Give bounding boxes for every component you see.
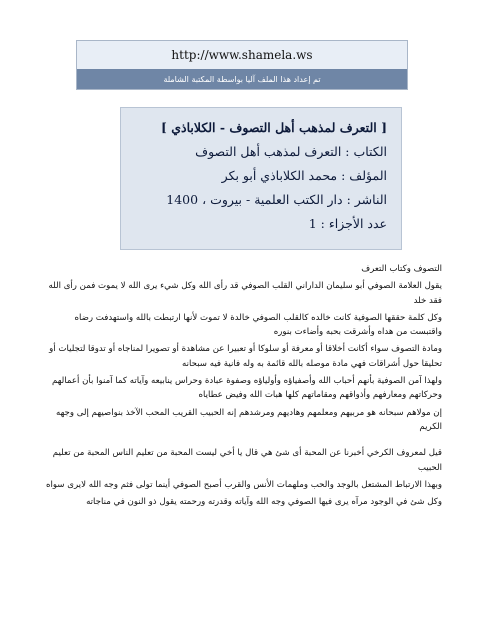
book-info-card xyxy=(120,107,402,250)
book-parts-count: عدد الأجزاء : 1 xyxy=(308,216,387,231)
paragraph: قيل لمعروف الكرخي أخبرنا عن المحبة أى شئ هي قال يا أخي ليست المحبة من تعليم الناس المحبة من تعليم الحبيب xyxy=(52,448,442,473)
section-heading: التصوف وكتاب التعرف xyxy=(361,264,442,274)
book-title-heading: [ التعرف لمذهب أهل التصوف - الكلاباذي ] xyxy=(160,120,387,135)
website-url[interactable]: http://www.shamela.ws xyxy=(77,41,407,69)
paragraph: ولهذا آمن الصوفية بأنهم أحباب الله وأصفياؤه وأولياؤه وصفوة عبادة وحراس ينابيعه وآياته كما آمنوا بأن أعمالهم وحركاتهم ومعارفهم وأذواقهم ومقاماتهم كلها هبات الله وفيض عطاياه xyxy=(51,376,442,401)
book-name: الكتاب : التعرف لمذهب أهل التصوف xyxy=(195,144,387,159)
book-publisher: الناشر : دار الكتب العلمية - بيروت ، 1400 xyxy=(166,192,387,207)
paragraph: وكل شئ في الوجود مرآه يرى فيها الصوفي وجه الله وآياته وقدرته ورحمته يقول ذو النون في مناجاته xyxy=(86,497,442,508)
paragraph: إن مولاهم سبحانه هو مربيهم ومعلمهم وهاديهم ومرشدهم إنه الحبيب القريب المحب الآخذ بنواصيهم إلى وجهه الكريم xyxy=(55,407,442,432)
page-body-text xyxy=(40,262,442,512)
paragraph: ومادة التصوف سواء أكانت أخلاقا أو معرفة أو سلوكا أو تعبيرا عن مشاهدة أو تصويرا لمناجاه أو تدوقا لتجليات أو تحليقا حول أشراقات فهي مادة موصله بالله قائمة به وله فانية فيه سبحانه xyxy=(49,344,442,369)
prepared-by-banner: تم إعداد هذا الملف آليا بواسطة المكتبة الشاملة xyxy=(77,69,407,89)
paragraph: وبهذا الارتباط المشتعل بالوجد والحب وملهمات الأنس والقرب أصبح الصوفي أينما تولى فثم وجه الله لايرى سواه xyxy=(45,479,442,490)
file-header xyxy=(76,40,408,90)
book-author: المؤلف : محمد الكلاباذي أبو بكر xyxy=(221,168,387,183)
paragraph: يقول العلامة الصوفي أبو سليمان الداراني القلب الصوفي قد رأى الله وكل شيء يرى الله لا يموت فمن رأى الله فقد خلد xyxy=(48,281,442,306)
paragraph: وكل كلمة حققها الصوفية كانت خالده كالقلب الصوفي خالدة لا تموت لأنها ارتبطت بالله واستهدفت رضاه واقتبست من هداه وأشرقت بحبه وأضاءت بنوره xyxy=(74,312,442,338)
